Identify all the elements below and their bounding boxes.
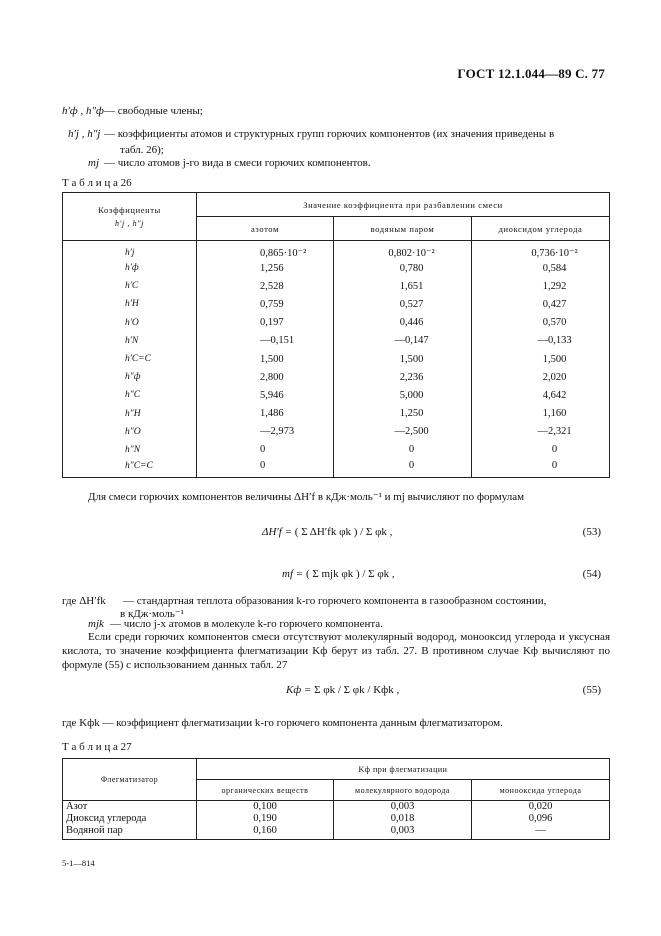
def-text-cont: табл. 26);	[120, 144, 164, 156]
eq54-rhs: ( Σ mjk φk ) / Σ φk ,	[305, 568, 395, 580]
value-co2: 1,500	[472, 350, 610, 368]
value-co2: 4,642	[472, 386, 610, 404]
eq53-rhs: ( Σ ΔH′fk φk ) / Σ φk ,	[294, 526, 393, 538]
table-row	[63, 423, 610, 441]
table26-col1-header	[63, 193, 197, 241]
eq55-number: (55)	[582, 684, 601, 696]
value-steam: 1,250	[334, 405, 472, 423]
eq54-lhs: mf =	[282, 568, 304, 580]
value-steam: 0,780	[334, 259, 472, 277]
value-co2: 0,570	[472, 314, 610, 332]
table26-subheader-nitrogen: азотом	[197, 217, 334, 241]
value-hydrogen: 0,003	[334, 801, 472, 814]
value-steam: 0,446	[334, 314, 472, 332]
value-co2: —2,321	[472, 423, 610, 441]
value-nitrogen: 0,197	[197, 314, 334, 332]
value-steam: 5,000	[334, 386, 472, 404]
coef-symbol: h′H	[63, 295, 197, 313]
table-row	[63, 813, 610, 825]
value-nitrogen: 1,256	[197, 259, 334, 277]
value-co: 0,096	[472, 813, 610, 825]
value-co2: 0,427	[472, 295, 610, 313]
value-steam: 0	[334, 441, 472, 459]
coef-symbol: h′O	[63, 314, 197, 332]
value-co2: 0	[472, 441, 610, 459]
table-row	[63, 801, 610, 814]
value-co2: —0,133	[472, 332, 610, 350]
def-symbol: h′ф , h″ф	[62, 105, 104, 117]
value-steam: 1,651	[334, 277, 472, 295]
where-text: — число j-х атомов в молекуле k-го горючего компонента.	[110, 618, 383, 630]
def-free-terms	[62, 104, 203, 118]
flegmatizer-name: Азот	[63, 801, 197, 814]
equation-53	[262, 526, 392, 538]
value-nitrogen: 1,486	[197, 405, 334, 423]
table-row	[63, 405, 610, 423]
coef-symbol: h″C=C	[63, 459, 197, 477]
value-nitrogen: 0,759	[197, 295, 334, 313]
table-row	[63, 386, 610, 404]
value-co2: 0	[472, 459, 610, 477]
value-steam: —0,147	[334, 332, 472, 350]
value-nitrogen: —2,973	[197, 423, 334, 441]
def-symbol: mj	[88, 157, 99, 169]
where-flegmatization-coef: где Kфk — коэффициент флегматизации k-го горючего компонента данным флегматизатором.	[62, 717, 503, 729]
value-steam: 2,236	[334, 368, 472, 386]
para-formulas-intro: Для смеси горючих компонентов величины ΔH′f в кДж·моль⁻¹ и mj вычисляют по формулам	[88, 491, 525, 503]
value-nitrogen: 2,528	[197, 277, 334, 295]
flegmatizer-name: Диоксид углерода	[63, 813, 197, 825]
value-hydrogen: 0,003	[334, 825, 472, 840]
def-atom-count	[88, 156, 371, 170]
value-co2: 1,160	[472, 405, 610, 423]
value-organic: 0,100	[197, 801, 334, 814]
coef-symbol: h″O	[63, 423, 197, 441]
where-enthalpy	[62, 594, 612, 620]
value-nitrogen: 0,865·10⁻²	[197, 241, 334, 260]
def-symbol: h′j , h″j	[68, 128, 101, 140]
coef-symbol: h′j	[63, 241, 197, 260]
eq54-number: (54)	[582, 568, 601, 580]
def-text: — число атомов j-го вида в смеси горючих компонентов.	[104, 157, 371, 169]
table-row	[63, 459, 610, 477]
page-footer: 5-1—814	[62, 858, 95, 868]
value-nitrogen: 1,500	[197, 350, 334, 368]
table-row	[63, 825, 610, 840]
coef-symbol: h″C	[63, 386, 197, 404]
where-symbol: где ΔH′fk	[62, 595, 106, 607]
value-co: 0,020	[472, 801, 610, 814]
table27-subheader-co: монооксида углерода	[472, 780, 610, 801]
eq53-lhs: ΔH′f =	[262, 526, 293, 538]
def-coefficients	[68, 127, 613, 156]
coef-symbol: h′ф	[63, 259, 197, 277]
coef-symbol: h′C=C	[63, 350, 197, 368]
eq55-lhs: Kф =	[286, 684, 312, 696]
equation-55	[286, 684, 399, 696]
table-row	[63, 277, 610, 295]
page-header: ГОСТ 12.1.044—89 С. 77	[457, 66, 605, 81]
table-row	[63, 350, 610, 368]
table-row	[63, 241, 610, 260]
table-row	[63, 314, 610, 332]
coef-symbol: h″N	[63, 441, 197, 459]
table26-caption: Т а б л и ц а 26	[62, 177, 132, 189]
table-row	[63, 332, 610, 350]
value-nitrogen: 0	[197, 459, 334, 477]
equation-54	[282, 568, 395, 580]
value-nitrogen: 5,946	[197, 386, 334, 404]
where-atom-count	[88, 617, 383, 631]
value-nitrogen: —0,151	[197, 332, 334, 350]
table27-subheader-organic: органических веществ	[197, 780, 334, 801]
table-row	[63, 441, 610, 459]
table27-caption: Т а б л и ц а 27	[62, 741, 132, 753]
def-text: — коэффициенты атомов и структурных групп горючих компонентов (их значения приведены в	[104, 128, 555, 140]
where-text: — стандартная теплота образования k-го горючего компонента в газообразном состоянии,	[123, 595, 547, 607]
where-symbol: mjk	[88, 618, 104, 630]
coef-symbol: h′N	[63, 332, 197, 350]
table-26	[62, 192, 610, 478]
value-steam: 0,527	[334, 295, 472, 313]
coef-symbol: h′C	[63, 277, 197, 295]
value-nitrogen: 0	[197, 441, 334, 459]
table26-subheader-steam: водяным паром	[334, 217, 472, 241]
value-steam: 0,802·10⁻²	[334, 241, 472, 260]
value-co2: 2,020	[472, 368, 610, 386]
def-text: — свободные члены;	[104, 105, 203, 117]
value-steam: 1,500	[334, 350, 472, 368]
table-row	[63, 368, 610, 386]
value-co2: 1,292	[472, 277, 610, 295]
table-27	[62, 758, 610, 840]
table27-group-header: Kф при флегматизации	[197, 759, 610, 780]
value-co2: 0,736·10⁻²	[472, 241, 610, 260]
value-nitrogen: 2,800	[197, 368, 334, 386]
coef-symbol: h″ф	[63, 368, 197, 386]
flegmatizer-name: Водяной пар	[63, 825, 197, 840]
coef-symbol: h″H	[63, 405, 197, 423]
value-organic: 0,190	[197, 813, 334, 825]
table26-col1-sub: h′j , h″j	[115, 219, 144, 228]
table27-subheader-hydrogen: молекулярного водорода	[334, 780, 472, 801]
value-hydrogen: 0,018	[334, 813, 472, 825]
value-co2: 0,584	[472, 259, 610, 277]
value-co: —	[472, 825, 610, 840]
table26-group-header: Значение коэффициента при разбавлении смеси	[197, 193, 610, 217]
table27-col1-header: Флегматизатор	[63, 759, 197, 801]
where-text-cont: в кДж·моль⁻¹	[120, 608, 184, 620]
value-steam: 0	[334, 459, 472, 477]
eq53-number: (53)	[582, 526, 601, 538]
eq55-rhs: Σ φk / Σ φk / Kфk ,	[314, 684, 400, 696]
table26-subheader-co2: диоксидом углерода	[472, 217, 610, 241]
para-flegmatization: Если среди горючих компонентов смеси отсутствуют молекулярный водород, монооксид углерода и уксусная кислота, то значение коэффициента флегматизации Kф берут из табл. 27. В противном случае Kф вычисляют по формуле (55) с использованием данных табл. 27	[62, 631, 610, 671]
table-row	[63, 295, 610, 313]
table26-col1-label: Коэффициенты	[98, 205, 161, 215]
value-organic: 0,160	[197, 825, 334, 840]
table-row	[63, 259, 610, 277]
value-steam: —2,500	[334, 423, 472, 441]
